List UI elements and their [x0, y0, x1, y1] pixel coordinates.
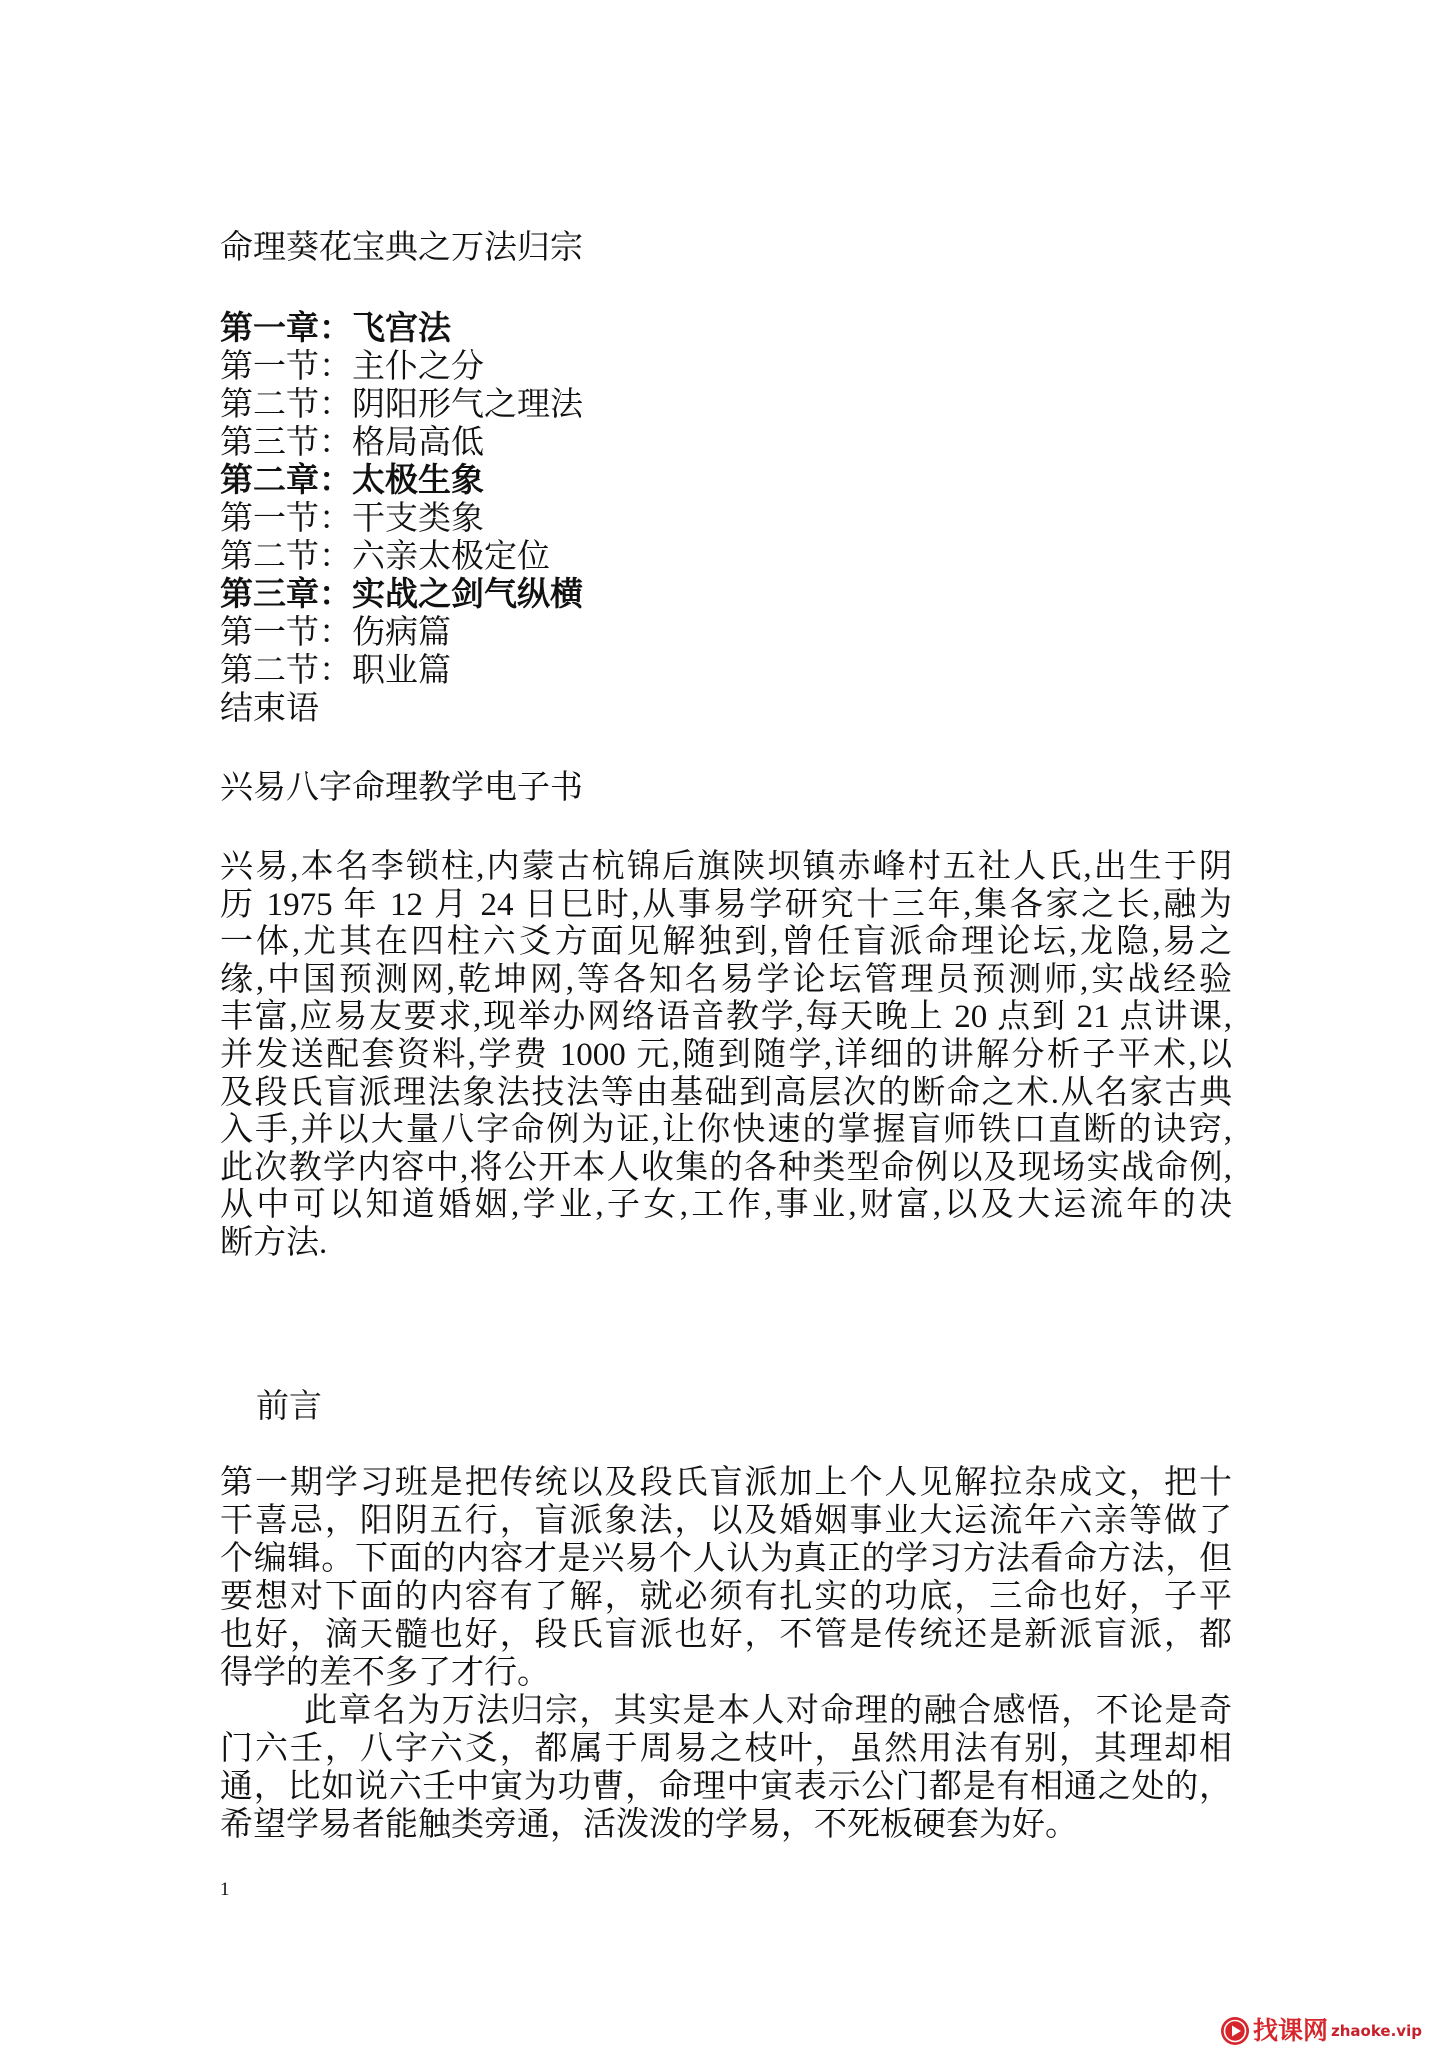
- paragraph-line: 并发送配套资料,学费 1000 元,随到随学,详细的讲解分析子平术,以: [220, 1036, 1232, 1073]
- toc-epilogue: 结束语: [220, 691, 319, 727]
- toc-chapter-2: 第二章：太极生象: [220, 463, 484, 499]
- paragraph-line: 及段氏盲派理法象法技法等由基础到高层次的断命之术.从名家古典: [220, 1074, 1232, 1111]
- paragraph-line: 缘,中国预测网,乾坤网,等各知名易学论坛管理员预测师,实战经验: [220, 961, 1232, 998]
- toc-chapter-3: 第三章：实战之剑气纵横: [220, 577, 583, 613]
- toc-section-2-1: 第一节：干支类象: [220, 501, 484, 537]
- paragraph-line: 通，比如说六壬中寅为功曹，命理中寅表示公门都是有相通之处的，: [220, 1769, 1232, 1805]
- watermark-domain: zhaoke.vip: [1331, 2022, 1422, 2040]
- toc-section-2-2: 第二节：六亲太极定位: [220, 539, 550, 575]
- play-circle-icon: [1220, 2016, 1250, 2046]
- paragraph-line: 得学的差不多了才行。: [220, 1655, 550, 1691]
- paragraph-line: 希望学易者能触类旁通，活泼泼的学易，不死板硬套为好。: [220, 1807, 1078, 1843]
- toc-section-3-1: 第一节：伤病篇: [220, 615, 451, 651]
- page-number: 1: [220, 1879, 230, 1900]
- paragraph-line: 一体,尤其在四柱六爻方面见解独到,曾任盲派命理论坛,龙隐,易之: [220, 924, 1232, 961]
- paragraph-line: 从中可以知道婚姻,学业,子女,工作,事业,财富,以及大运流年的决: [220, 1187, 1232, 1224]
- preface-heading: 前言: [256, 1389, 322, 1425]
- preface-paragraph: [220, 1464, 1232, 1844]
- paragraph-line: 个编辑。下面的内容才是兴易个人认为真正的学习方法看命方法，但: [220, 1541, 1232, 1577]
- toc-section-1-2: 第二节：阴阳形气之理法: [220, 387, 583, 423]
- paragraph-line: 兴易,本名李锁柱,内蒙古杭锦后旗陕坝镇赤峰村五社人氏,出生于阴: [220, 849, 1232, 885]
- toc-section-1-1: 第一节：主仆之分: [220, 349, 484, 385]
- paragraph-line: 入手,并以大量八字命例为证,让你快速的掌握盲师铁口直断的诀窍,: [220, 1112, 1232, 1149]
- paragraph-line: 也好，滴天髓也好，段氏盲派也好，不管是传统还是新派盲派，都: [220, 1617, 1232, 1653]
- table-of-contents: [220, 310, 583, 728]
- toc-section-3-2: 第二节：职业篇: [220, 653, 451, 689]
- paragraph-line: 要想对下面的内容有了解，就必须有扎实的功底，三命也好，子平: [220, 1579, 1232, 1615]
- paragraph-line: 丰富,应易友要求,现举办网络语音教学,每天晚上 20 点到 21 点讲课,: [220, 999, 1232, 1036]
- paragraph-line: 此章名为万法归宗，其实是本人对命理的融合感悟，不论是奇: [304, 1693, 1232, 1729]
- paragraph-line: 干喜忌，阳阴五行，盲派象法，以及婚姻事业大运流年六亲等做了: [220, 1503, 1232, 1539]
- intro-paragraph: [220, 849, 1232, 1263]
- document-subtitle: 兴易八字命理教学电子书: [220, 770, 583, 806]
- paragraph-line: 此次教学内容中,将公开本人收集的各种类型命例以及现场实战命例,: [220, 1149, 1232, 1186]
- watermark: [1220, 2016, 1422, 2046]
- toc-section-1-3: 第三节：格局高低: [220, 425, 484, 461]
- paragraph-line: 第一期学习班是把传统以及段氏盲派加上个人见解拉杂成文，把十: [220, 1465, 1232, 1501]
- watermark-brand: 找课网: [1253, 2016, 1329, 2045]
- toc-chapter-1: 第一章：飞宫法: [220, 311, 451, 347]
- document-title: 命理葵花宝典之万法归宗: [220, 230, 583, 266]
- paragraph-line: 历 1975 年 12 月 24 日巳时,从事易学研究十三年,集各家之长,融为: [220, 886, 1232, 923]
- paragraph-line: 断方法.: [220, 1224, 328, 1261]
- paragraph-line: 门六壬，八字六爻，都属于周易之枝叶，虽然用法有别，其理却相: [220, 1731, 1232, 1767]
